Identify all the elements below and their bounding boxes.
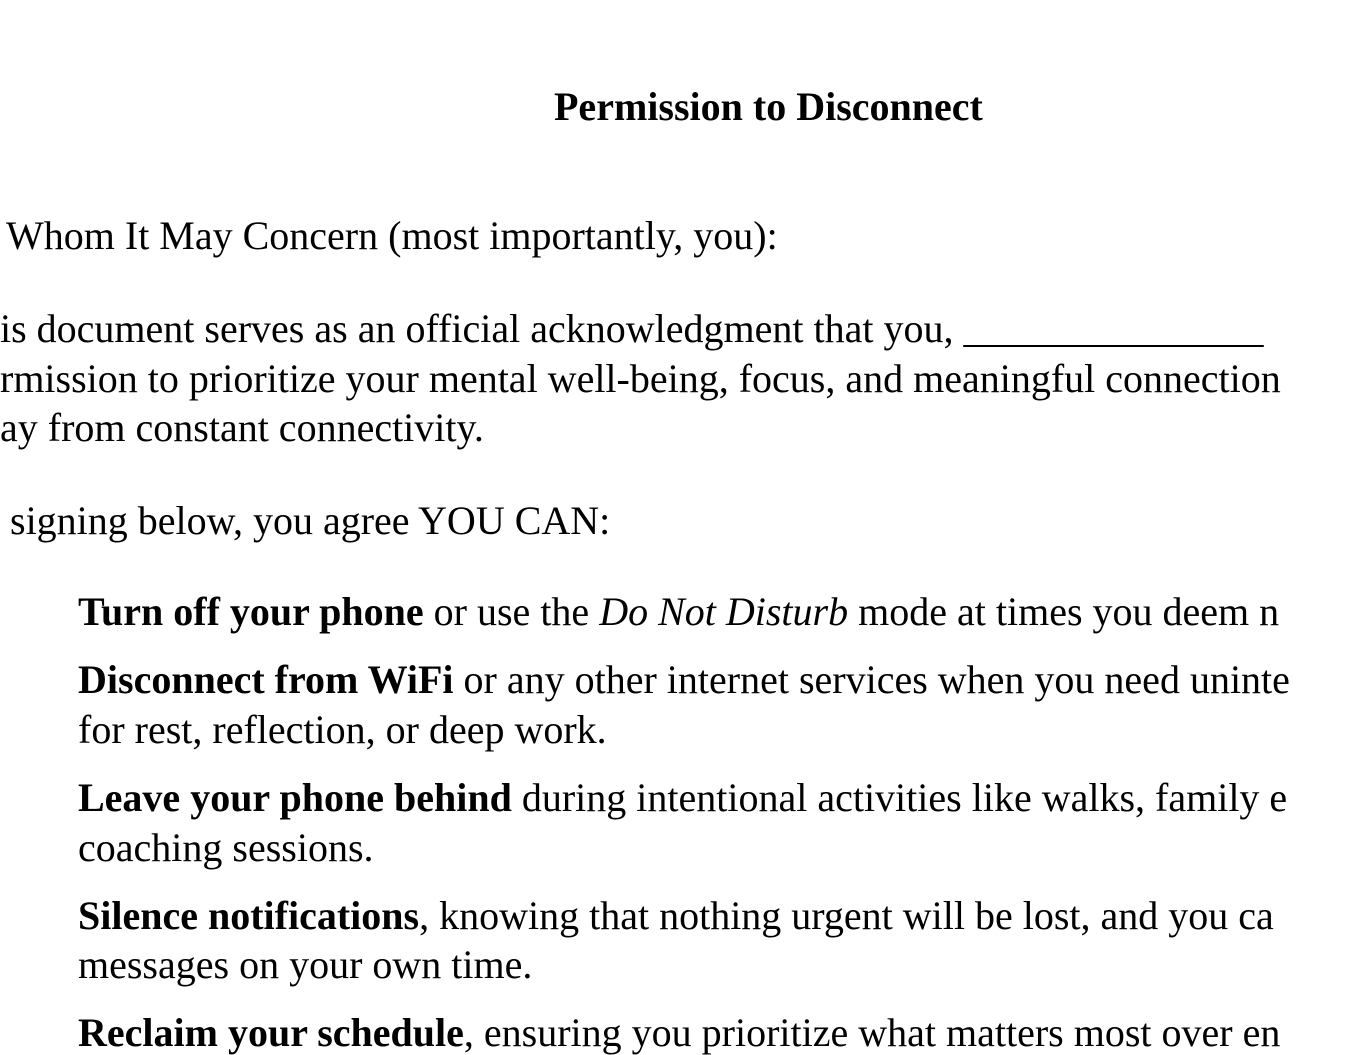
bullet-italic: Do Not Disturb xyxy=(599,589,848,634)
bullet-text xyxy=(78,592,1279,632)
bullet-text xyxy=(78,896,1274,936)
bullet-bold: Leave your phone behind xyxy=(78,775,512,820)
bullet-bold: Turn off your phone xyxy=(78,589,424,634)
bullet-bold: Reclaim your schedule xyxy=(78,1010,464,1055)
bullet-rest: during intentional activities like walks, family e xyxy=(512,775,1287,820)
intro-line-2: rmission to prioritize your mental well-being, focus, and meaningful connection xyxy=(0,359,1281,399)
intro-line-1: is document serves as an official acknowledgment that you, _______________ xyxy=(0,309,1263,349)
bullet-rest: or any other internet services when you need uninte xyxy=(454,657,1290,702)
intro-line-3: ay from constant connectivity. xyxy=(0,408,484,448)
bullet-rest: , knowing that nothing urgent will be lost, and you ca xyxy=(419,893,1274,938)
salutation: Whom It May Concern (most importantly, you): xyxy=(6,216,778,256)
document-title: Permission to Disconnect xyxy=(554,87,983,127)
bullet-text-line2: for rest, reflection, or deep work. xyxy=(78,710,607,750)
bullet-rest: mode at times you deem n xyxy=(848,589,1279,634)
bullet-text xyxy=(78,1013,1280,1053)
bullet-bold: Silence notifications xyxy=(78,893,419,938)
bullet-text xyxy=(78,660,1290,700)
bullet-bold: Disconnect from WiFi xyxy=(78,657,454,702)
bullet-rest: , ensuring you prioritize what matters most over en xyxy=(464,1010,1280,1055)
bullet-pre: or use the xyxy=(424,589,600,634)
bullet-text-line2: coaching sessions. xyxy=(78,828,374,868)
bullet-text-line2: messages on your own time. xyxy=(78,945,532,985)
agree-line: signing below, you agree YOU CAN: xyxy=(10,501,610,541)
bullet-text xyxy=(78,778,1287,818)
